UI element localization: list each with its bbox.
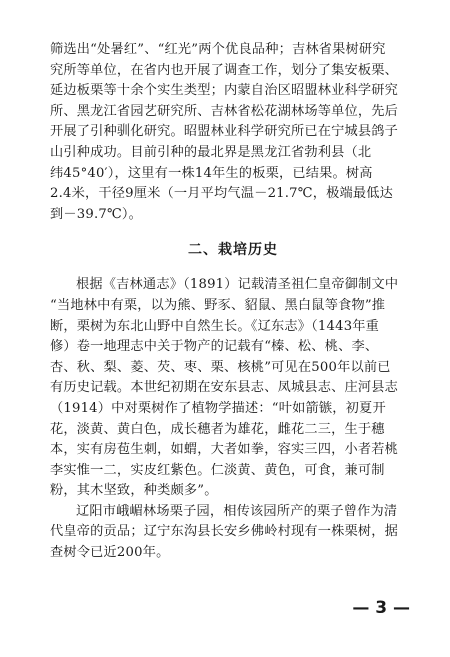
text-line: 粉，其木坚致，种类颇多”。 [50,483,218,499]
paragraph-liaoning-chestnut [50,502,416,564]
text-line: 纬45°40′），这里有一株14年生的板栗，已结果。树高 [50,165,373,181]
page-number: — 3 — [352,598,410,618]
text-line: 代皇帝的贡品；辽宁东沟县长安乡佛岭村现有一株栗树，据 [50,524,399,540]
text-line: “当地林中有栗，以为熊、野豕、貂鼠、黑白鼠等食物”推 [50,297,386,313]
text-line: 有历史记载。本世纪初期在安东县志、凤城县志、庄河县志 [50,380,399,396]
text-line: 花，淡黄、黄白色，成长穗者为雄花，雌花二三，生于穗 [50,421,385,437]
text-line: （1914）中对栗树作了植物学描述：“叶如箭镞，初夏开 [50,400,386,416]
paragraph-introduction-cultivation [50,40,416,225]
text-line: 开展了引种驯化研究。昭盟林业科学研究所已在宁城县鸽子 [50,124,399,140]
text-line: 查树令已近200年。 [50,545,170,561]
text-line: 根据《吉林通志》（1891）记载清圣祖仁皇帝御制文中 [76,277,399,293]
section-heading-cultivation-history: 二、栽培历史 [188,242,278,259]
text-line: 李实惟一二，实皮红紫色。仁淡黄、黄色，可食，兼可制 [50,462,385,478]
text-line: 延边板栗等十余个实生类型；内蒙自治区昭盟林业科学研究 [50,83,399,99]
text-line: 山引种成功。目前引种的最北界是黑龙江省勃利县（北 [50,144,372,160]
text-line: 修）卷一地理志中关于物产的记载有“榛、松、桃、李、 [50,339,379,355]
text-line: 究所等单位，在省内也开展了调查工作，划分了集安板栗、 [50,62,399,78]
text-line: 所、黑龙江省园艺研究所、吉林省松花湖林场等单位，先后 [50,103,399,119]
text-line: 辽阳市峨嵋林场栗子园，相传该园所产的栗子曾作为清 [76,503,398,519]
text-line: 杏、秋、梨、菱、芡、枣、栗、核桃”可见在500年以前已 [50,359,391,375]
text-line: 筛选出“处暑红”、“红光”两个优良品种；吉林省果树研究 [50,42,386,57]
paragraph-historical-records [50,275,416,502]
text-line: 本，实有房苞生刺，如蝟，大者如拳，容实三四，小者若桃 [50,442,399,458]
text-line: 到－39.7℃）。 [50,206,143,222]
text-line: 断，栗树为东北山野中自然生长。《辽东志》（1443年重 [50,318,380,334]
text-line: 2.4米，干径9厘米（一月平均气温－21.7℃，极端最低达 [50,186,394,202]
